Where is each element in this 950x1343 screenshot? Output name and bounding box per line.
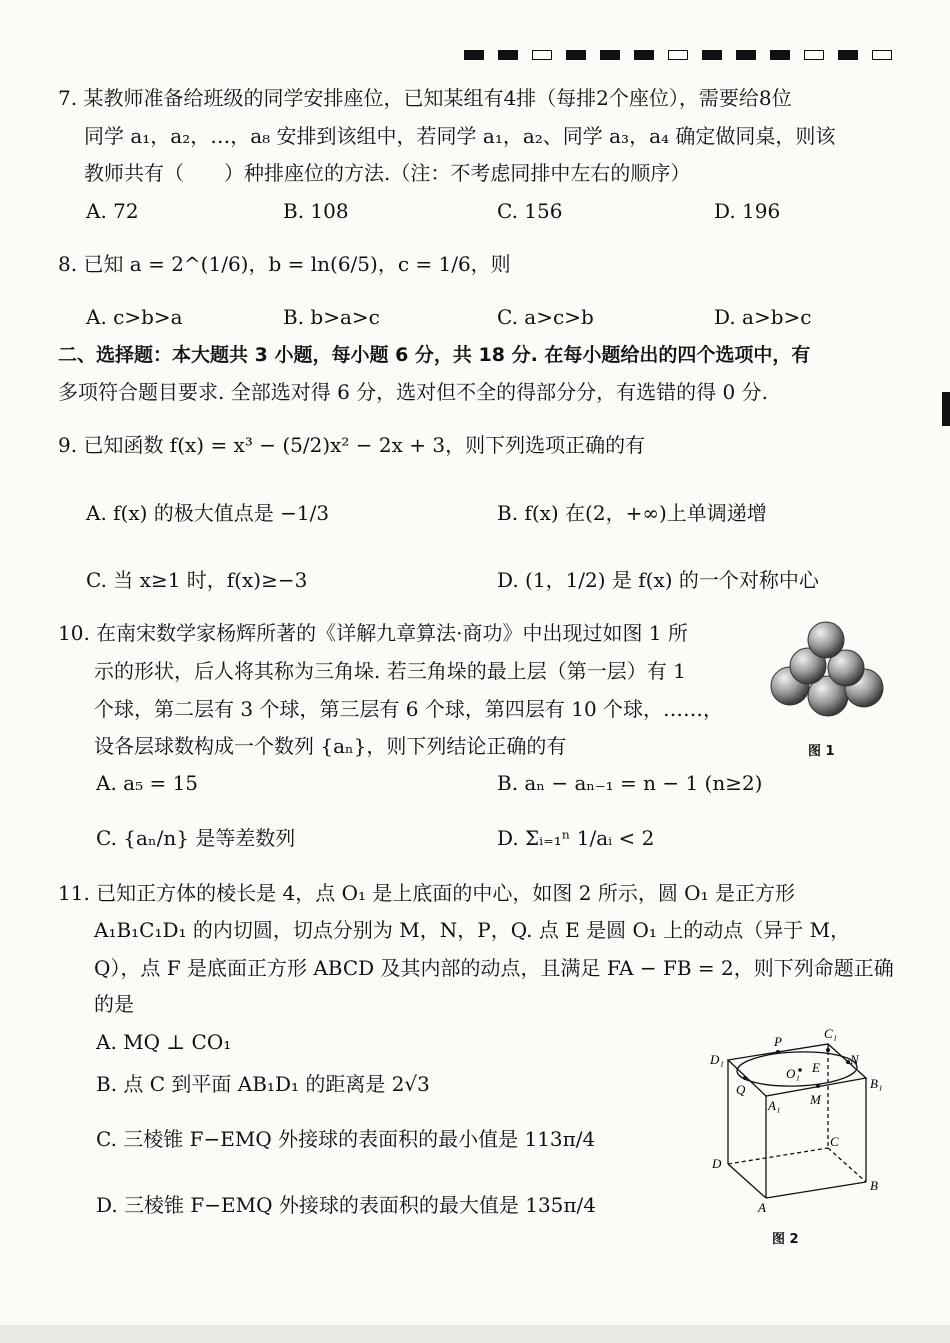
q9-option-d: D. (1，1/2) 是 f(x) 的一个对称中心 [497, 568, 819, 592]
cube-figure [700, 1022, 900, 1222]
q10-option-b: B. aₙ − aₙ₋₁ = n − 1 (n≥2) [497, 771, 763, 795]
label-B1: B₁ [870, 1076, 883, 1091]
header-mark-2 [498, 50, 518, 60]
q7-line-2: 同学 a₁，a₂，…，a₈ 安排到该组中，若同学 a₁，a₂、同学 a₃，a₄ 确定做同桌，则该 [84, 124, 836, 148]
section-2-line-2: 多项符合题目要求. 全部选对得 6 分，选对但不全的得部分分，有选错的得 0 分. [58, 380, 768, 404]
q9-option-b: B. f(x) 在(2，+∞)上单调递增 [497, 501, 767, 525]
q9-option-c: C. 当 x≥1 时，f(x)≥−3 [86, 568, 308, 592]
q10-option-a: A. a₅ = 15 [96, 771, 199, 795]
page-bottom-edge [0, 1325, 950, 1343]
header-mark-9 [736, 50, 756, 60]
label-D: D [712, 1156, 722, 1171]
q7-option-c: C. 156 [497, 199, 563, 223]
q10-line-1: 10. 在南宋数学家杨辉所著的《详解九章算法·商功》中出现过如图 1 所 [58, 621, 688, 645]
figure-2-caption: 图 2 [772, 1232, 799, 1247]
label-N: N [850, 1052, 859, 1067]
label-M: M [810, 1092, 821, 1107]
q8-option-b: B. b>a>c [283, 305, 380, 329]
header-mark-4 [566, 50, 586, 60]
page-edge-mark [942, 392, 950, 426]
header-mark-13 [872, 50, 892, 60]
q7-option-b: B. 108 [283, 199, 349, 223]
label-P: P [774, 1034, 782, 1049]
q8-option-c: C. a>c>b [497, 305, 594, 329]
label-A1: A₁ [768, 1098, 781, 1113]
q11-line-1: 11. 已知正方体的棱长是 4，点 O₁ 是上底面的中心，如图 2 所示，圆 O₁ 是正方形 [58, 881, 795, 905]
header-mark-3 [532, 50, 552, 60]
q11-line-3: Q），点 F 是底面正方形 ABCD 及其内部的动点，且满足 FA − FB = 2，则下列命题正确 [94, 956, 894, 980]
header-mark-6 [634, 50, 654, 60]
label-C: C [830, 1134, 839, 1149]
q11-option-b: B. 点 C 到平面 AB₁D₁ 的距离是 2√3 [96, 1072, 430, 1096]
q11-line-2: A₁B₁C₁D₁ 的内切圆，切点分别为 M，N，P，Q. 点 E 是圆 O₁ 上的动点（异于 M， [94, 918, 851, 942]
q9-line-1: 9. 已知函数 f(x) = x³ − (5/2)x² − 2x + 3，则下列选项正确的有 [58, 433, 646, 457]
q8-line-1: 8. 已知 a = 2^(1/6)，b = ln(6/5)，c = 1/6，则 [58, 252, 511, 276]
q10-option-c: C. {aₙ/n} 是等差数列 [96, 826, 296, 850]
q8-option-a: A. c>b>a [86, 305, 183, 329]
header-mark-10 [770, 50, 790, 60]
q9-option-a: A. f(x) 的极大值点是 −1/3 [86, 501, 330, 525]
label-Q: Q [736, 1082, 746, 1097]
header-mark-7 [668, 50, 688, 60]
triangular-pile-figure [768, 614, 888, 726]
q7-option-d: D. 196 [714, 199, 781, 223]
header-mark-5 [600, 50, 620, 60]
q11-option-a: A. MQ ⊥ CO₁ [96, 1030, 232, 1054]
header-mark-8 [702, 50, 722, 60]
q11-line-4: 的是 [94, 992, 134, 1016]
label-A: A [758, 1200, 766, 1215]
label-B: B [870, 1178, 878, 1193]
q10-line-2: 示的形状，后人将其称为三角垛. 若三角垛的最上层（第一层）有 1 [94, 659, 686, 683]
header-mark-1 [464, 50, 484, 60]
q11-option-c: C. 三棱锥 F−EMQ 外接球的表面积的最小值是 113π/4 [96, 1127, 596, 1151]
q7-line-3: 教师共有（ ）种排座位的方法.（注：不考虑同排中左右的顺序） [84, 161, 691, 185]
header-marks [464, 50, 892, 60]
q10-line-3: 个球，第二层有 3 个球，第三层有 6 个球，第四层有 10 个球，……， [94, 697, 724, 721]
section-2-line-1: 二、选择题：本大题共 3 小题，每小题 6 分，共 18 分. 在每小题给出的四个选项中，有 [58, 344, 811, 366]
q10-line-4: 设各层球数构成一个数列 {aₙ}，则下列结论正确的有 [94, 734, 567, 758]
label-C1: C₁ [824, 1026, 838, 1041]
figure-1-caption: 图 1 [808, 744, 835, 759]
header-mark-11 [804, 50, 824, 60]
label-E: E [812, 1060, 820, 1075]
label-O1: O₁ [786, 1066, 800, 1081]
q11-option-d: D. 三棱锥 F−EMQ 外接球的表面积的最大值是 135π/4 [96, 1193, 596, 1217]
header-mark-12 [838, 50, 858, 60]
q10-option-d: D. Σᵢ₌₁ⁿ 1/aᵢ < 2 [497, 826, 655, 850]
q7-option-a: A. 72 [86, 199, 139, 223]
q7-line-1: 7. 某教师准备给班级的同学安排座位，已知某组有4排（每排2个座位），需要给8位 [58, 86, 792, 110]
label-D1: D₁ [710, 1052, 724, 1067]
q8-option-d: D. a>b>c [714, 305, 812, 329]
